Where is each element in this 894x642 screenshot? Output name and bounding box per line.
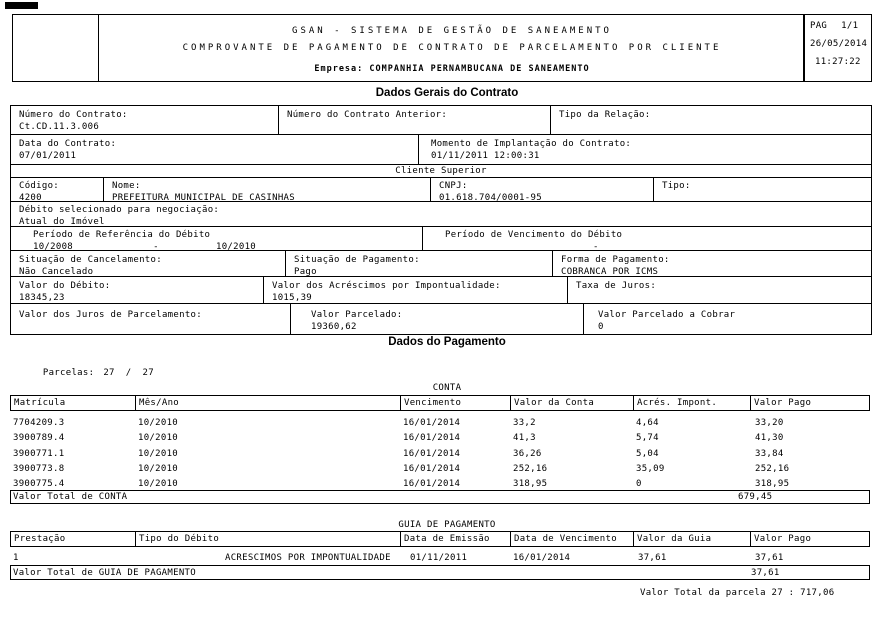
cell-mes-ano: 10/2010 <box>138 449 179 459</box>
field-label: Débito selecionado para negociação: <box>19 205 220 215</box>
cell-vencimento: 16/01/2014 <box>403 479 461 489</box>
print-time: 11:27:22 <box>815 57 861 67</box>
field-periodo-referencia <box>11 227 423 250</box>
cell-mes-ano: 10/2010 <box>138 464 179 474</box>
conta-row <box>10 417 870 430</box>
company-line: Empresa: COMPANHIA PERNAMBUCANA DE SANEAMENTO <box>314 64 590 74</box>
print-mark <box>5 2 38 9</box>
field-label: Situação de Pagamento: <box>294 255 420 265</box>
field-momento-implantacao <box>419 135 871 164</box>
guia-header-valor-guia: Valor da Guia <box>634 532 751 546</box>
field-taxa-juros <box>568 277 871 303</box>
conta-row <box>10 448 870 461</box>
field-label: Forma de Pagamento: <box>561 255 670 265</box>
cell-matricula: 3900775.4 <box>13 479 65 489</box>
field-forma-pagamento <box>553 251 871 276</box>
cell-valor-pago: 33,84 <box>755 449 784 459</box>
cell-valor-conta: 36,26 <box>513 449 542 459</box>
guia-table-header <box>10 531 870 547</box>
conta-header-mes-ano: Mês/Ano <box>136 396 401 410</box>
field-label: Data do Contrato: <box>19 139 117 149</box>
cell-matricula: 3900773.8 <box>13 464 65 474</box>
field-value: 19360,62 <box>311 322 357 332</box>
conta-table-header <box>10 395 870 411</box>
page-info-box <box>804 14 872 82</box>
guia-header-data-vencimento: Data de Vencimento <box>511 532 634 546</box>
conta-header-valor-conta: Valor da Conta <box>511 396 634 410</box>
cell-mes-ano: 10/2010 <box>138 433 179 443</box>
field-label: Valor do Débito: <box>19 281 111 291</box>
conta-header-matricula: Matrícula <box>11 396 136 410</box>
parcelas-separator: / <box>125 368 132 378</box>
guia-total-value: 37,61 <box>751 568 780 578</box>
field-value: 1015,39 <box>272 293 313 303</box>
guia-header-data-emissao: Data de Emissão <box>401 532 511 546</box>
parcelas-total: 27 <box>142 368 154 378</box>
field-value: 4200 <box>19 193 42 201</box>
conta-header-acres-impont: Acrés. Impont. <box>634 396 751 410</box>
guia-table-title: GUIA DE PAGAMENTO <box>398 520 496 530</box>
field-situacao-pagamento <box>286 251 553 276</box>
conta-header-valor-pago: Valor Pago <box>754 398 812 408</box>
cell-data-vencimento: 16/01/2014 <box>513 553 571 563</box>
cliente-superior-header: Cliente Superior <box>395 166 487 176</box>
field-label: Valor Parcelado a Cobrar <box>598 310 736 320</box>
field-value: COBRANCA POR ICMS <box>561 267 659 276</box>
cell-data-emissao: 01/11/2011 <box>410 553 468 563</box>
parcelas-label: Parcelas: <box>42 368 95 378</box>
contract-row-2 <box>11 135 871 165</box>
conta-row <box>10 432 870 445</box>
field-cnpj <box>431 178 654 201</box>
conta-header-vencimento: Vencimento <box>401 396 511 410</box>
contract-row-5 <box>11 227 871 251</box>
guia-header-valor-pago: Valor Pago <box>754 534 812 544</box>
field-tipo-relacao <box>551 106 871 134</box>
guia-total-label: Valor Total de GUIA DE PAGAMENTO <box>13 568 196 578</box>
cell-valor-guia: 37,61 <box>638 553 667 563</box>
cell-acres-impont: 5,74 <box>636 433 659 443</box>
guia-total-row <box>10 565 870 580</box>
cell-matricula: 3900771.1 <box>13 449 65 459</box>
cell-valor-conta: 33,2 <box>513 418 536 428</box>
field-label: Código: <box>19 181 60 191</box>
cell-prestacao: 1 <box>13 553 19 563</box>
field-situacao-cancelamento <box>11 251 286 276</box>
field-value: 07/01/2011 <box>19 151 77 161</box>
guia-header-tipo-debito: Tipo do Débito <box>136 532 401 546</box>
field-periodo-vencimento <box>423 227 871 250</box>
contract-row-4 <box>11 202 871 227</box>
cell-valor-pago: 318,95 <box>755 479 790 489</box>
page-label: PAG <box>810 21 828 31</box>
field-numero-contrato-anterior <box>279 106 551 134</box>
guia-header-prestacao: Prestação <box>11 532 136 546</box>
field-nome <box>104 178 431 201</box>
field-value: Ct.CD.11.3.006 <box>19 122 100 132</box>
cell-mes-ano: 10/2010 <box>138 418 179 428</box>
field-label: Período de Vencimento do Débito <box>445 230 623 240</box>
cell-valor-conta: 41,3 <box>513 433 536 443</box>
cell-matricula: 3900789.4 <box>13 433 65 443</box>
contract-grid <box>10 105 872 335</box>
contract-row-cliente-superior <box>11 165 871 178</box>
report-subtitle: COMPROVANTE DE PAGAMENTO DE CONTRATO DE PARCELAMENTO POR CLIENTE <box>182 43 722 53</box>
contract-row-7 <box>11 277 871 304</box>
field-debito-selecionado <box>11 202 871 226</box>
field-data-contrato <box>11 135 419 164</box>
field-label: Tipo: <box>662 181 691 191</box>
cell-valor-conta: 318,95 <box>513 479 548 489</box>
cell-vencimento: 16/01/2014 <box>403 433 461 443</box>
field-valor-parcelado-cobrar <box>584 304 871 334</box>
field-label: Número do Contrato Anterior: <box>287 110 448 120</box>
cell-valor-pago: 252,16 <box>755 464 790 474</box>
field-value: Não Cancelado <box>19 267 94 276</box>
field-label: Valor dos Acréscimos por Impontualidade: <box>272 281 501 291</box>
header-logo-box <box>12 14 99 82</box>
cell-tipo-debito: ACRESCIMOS POR IMPONTUALIDADE <box>225 553 391 563</box>
field-value: 10/2008 - 10/2010 <box>33 242 257 250</box>
contract-row-1 <box>11 106 871 135</box>
field-valor-juros-parcelamento <box>11 304 291 334</box>
field-label: CNPJ: <box>439 181 468 191</box>
field-label: Período de Referência do Débito <box>33 230 211 240</box>
field-label: Valor dos Juros de Parcelamento: <box>19 310 202 320</box>
field-label: Valor Parcelado: <box>311 310 403 320</box>
contract-row-6 <box>11 251 871 277</box>
field-value: Atual do Imóvel <box>19 217 105 226</box>
guia-row <box>10 552 870 565</box>
cell-acres-impont: 4,64 <box>636 418 659 428</box>
field-value: 18345,23 <box>19 293 65 303</box>
cell-vencimento: 16/01/2014 <box>403 464 461 474</box>
cell-acres-impont: 5,04 <box>636 449 659 459</box>
field-valor-parcelado <box>291 304 584 334</box>
field-value: 01/11/2011 12:00:31 <box>431 151 540 161</box>
section-title-dados-gerais: Dados Gerais do Contrato <box>375 87 519 99</box>
field-value: - <box>593 242 599 250</box>
page-number-line <box>810 21 858 31</box>
cell-valor-conta: 252,16 <box>513 464 548 474</box>
section-title-dados-pagamento: Dados do Pagamento <box>388 336 506 348</box>
contract-row-8 <box>11 304 871 334</box>
cell-vencimento: 16/01/2014 <box>403 418 461 428</box>
field-valor-acrescimos <box>264 277 568 303</box>
field-value: 0 <box>598 322 604 332</box>
field-value: Pago <box>294 267 317 276</box>
conta-table-title: CONTA <box>432 383 462 393</box>
conta-total-label: Valor Total de CONTA <box>13 492 128 502</box>
cell-mes-ano: 10/2010 <box>138 479 179 489</box>
report-title: GSAN - SISTEMA DE GESTÃO DE SANEAMENTO <box>292 26 612 36</box>
header-title-box <box>98 14 804 82</box>
cell-valor-pago: 37,61 <box>755 553 784 563</box>
field-label: Nome: <box>112 181 141 191</box>
parcelas-atual: 27 <box>103 368 115 378</box>
field-valor-debito <box>11 277 264 303</box>
field-codigo <box>11 178 104 201</box>
page-number: 1/1 <box>841 21 859 31</box>
field-value: 01.618.704/0001-95 <box>439 193 542 201</box>
field-tipo <box>654 178 871 201</box>
parcel-total-line: Valor Total da parcela 27 : 717,06 <box>640 588 835 598</box>
field-label: Momento de Implantação do Contrato: <box>431 139 632 149</box>
field-value: PREFEITURA MUNICIPAL DE CASINHAS <box>112 193 295 201</box>
field-label: Situação de Cancelamento: <box>19 255 162 265</box>
print-date: 26/05/2014 <box>810 39 868 49</box>
field-label: Taxa de Juros: <box>576 281 657 291</box>
cell-acres-impont: 35,09 <box>636 464 665 474</box>
field-label: Número do Contrato: <box>19 110 128 120</box>
cell-vencimento: 16/01/2014 <box>403 449 461 459</box>
conta-total-value: 679,45 <box>738 492 773 502</box>
conta-row <box>10 463 870 476</box>
conta-total-row <box>10 490 870 504</box>
field-label: Tipo da Relação: <box>559 110 651 120</box>
cell-matricula: 7704209.3 <box>13 418 65 428</box>
field-numero-contrato <box>11 106 279 134</box>
cell-acres-impont: 0 <box>636 479 642 489</box>
cell-valor-pago: 41,30 <box>755 433 784 443</box>
contract-row-3 <box>11 178 871 202</box>
cell-valor-pago: 33,20 <box>755 418 784 428</box>
